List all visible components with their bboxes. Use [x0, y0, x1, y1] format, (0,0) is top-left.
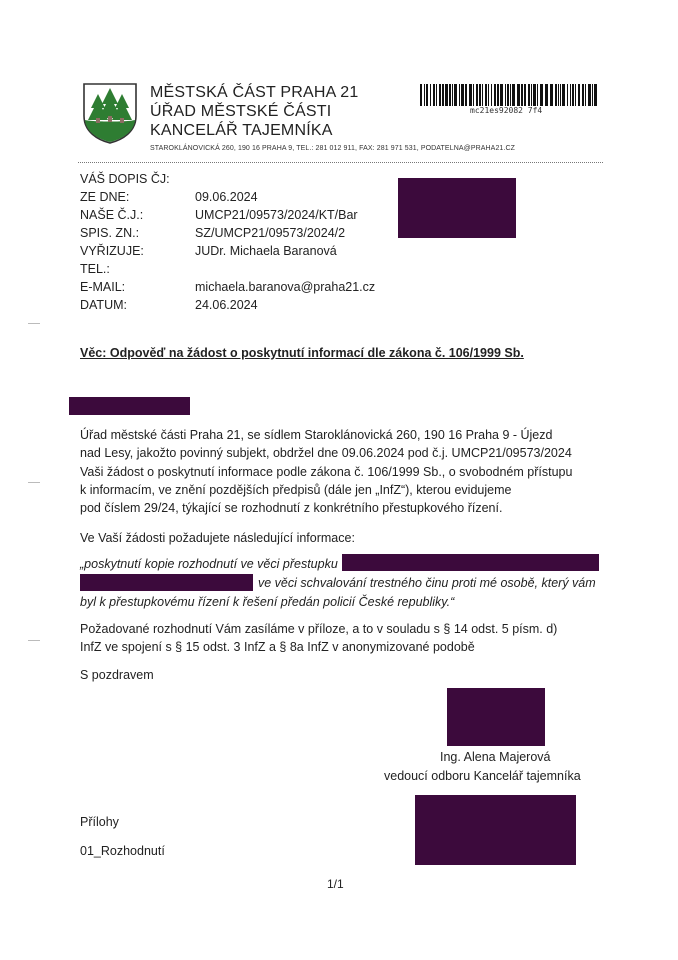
barcode-bar	[578, 84, 580, 106]
barcode-bar	[500, 84, 503, 106]
meta-value: 09.06.2024	[195, 190, 258, 204]
meta-row	[80, 242, 420, 260]
barcode-bar	[482, 84, 483, 106]
barcode-bar	[461, 84, 464, 106]
barcode-bar	[488, 84, 489, 106]
meta-block	[80, 170, 420, 314]
barcode-bar	[424, 84, 425, 106]
meta-label: SPIS. ZN.:	[80, 226, 140, 240]
redaction-stamp	[415, 795, 576, 865]
barcode-bars	[420, 84, 600, 106]
barcode-bar	[469, 84, 472, 106]
meta-row	[80, 206, 420, 224]
coat-of-arms-icon	[82, 82, 138, 144]
barcode-bar	[433, 84, 435, 106]
barcode-bar	[531, 84, 532, 106]
p3-line: InfZ ve spojení s § 15 odst. 3 InfZ a § 8a InfZ v anonymizované podobě	[80, 640, 475, 655]
barcode-bar	[485, 84, 487, 106]
header-address: STAROKLÁNOVICKÁ 260, 190 16 PRAHA 9, TEL.: 281 012 911, FAX: 281 971 531, PODATELNA@PRAHA21.CZ	[150, 145, 516, 152]
barcode-bar	[528, 84, 530, 106]
barcode-bar	[560, 84, 561, 106]
redaction-recipient	[398, 178, 516, 238]
meta-row	[80, 296, 420, 314]
meta-value: michaela.baranova@praha21.cz	[195, 280, 376, 294]
barcode-bar	[575, 84, 576, 106]
p1-line: Úřad městské části Praha 21, se sídlem Staroklánovická 260, 190 16 Praha 9 - Újezd	[80, 428, 553, 442]
barcode-bar	[442, 84, 444, 106]
barcode-bar	[497, 84, 499, 106]
barcode-bar	[594, 84, 597, 106]
barcode-bar	[533, 84, 536, 106]
barcode-bar	[473, 84, 474, 106]
fold-mark	[28, 640, 40, 641]
barcode-bar	[592, 84, 593, 106]
meta-label: DATUM:	[80, 298, 127, 312]
barcode-bar	[567, 84, 568, 106]
subject-line: Věc: Odpověď na žádost o poskytnutí informací dle zákona č. 106/1999 Sb.	[80, 346, 524, 360]
barcode-bar	[558, 84, 559, 106]
barcode-bar	[430, 84, 431, 106]
barcode-bar	[517, 84, 520, 106]
meta-label: E-MAIL:	[80, 280, 126, 294]
barcode-bar	[585, 84, 586, 106]
p1-line: nad Lesy, jakožto povinný subjekt, obdržel dne 09.06.2024 pod č.j. UMCP21/09573/2024	[80, 446, 572, 461]
meta-row	[80, 188, 420, 206]
meta-value: SZ/UMCP21/09573/2024/2	[195, 226, 346, 240]
barcode-bar	[512, 84, 515, 106]
barcode-bar	[420, 84, 422, 106]
barcode-bar	[540, 84, 543, 106]
meta-row	[80, 260, 420, 278]
meta-value: JUDr. Michaela Baranová	[195, 244, 337, 258]
barcode-bar	[521, 84, 523, 106]
fold-mark	[28, 482, 40, 483]
header-divider	[78, 162, 603, 163]
barcode-bar	[545, 84, 548, 106]
barcode-bar	[491, 84, 492, 106]
meta-label: TEL.:	[80, 262, 110, 276]
redaction-quote-1	[342, 554, 599, 571]
redaction-quote-2	[80, 574, 253, 591]
barcode-bar	[479, 84, 481, 106]
quote-part-3: byl k přestupkovému řízení k řešení předán policií České republiky.“	[80, 595, 455, 609]
meta-label: VÁŠ DOPIS ČJ:	[80, 172, 170, 186]
p3-line: Požadované rozhodnutí Vám zasíláme v příloze, a to v souladu s § 14 odst. 5 písm. d)	[80, 622, 558, 636]
barcode-bar	[572, 84, 574, 106]
p1-line: Vaši žádost o poskytnutí informace podle zákona č. 106/1999 Sb., o svobodném přístupu	[80, 464, 573, 479]
barcode-text: mc21es92082 7f4	[470, 106, 543, 115]
barcode-bar	[449, 84, 451, 106]
barcode-bar	[439, 84, 441, 106]
barcode-bar	[465, 84, 467, 106]
p1-line: pod číslem 29/24, týkající se rozhodnutí z konkrétního přestupkového řízení.	[80, 501, 503, 516]
barcode-bar	[507, 84, 509, 106]
quote-part-2: ve věci schvalování trestného činu proti mé osobě, který vám	[258, 576, 596, 590]
redaction-signature	[447, 688, 545, 746]
header-line-3: KANCELÁŘ TAJEMNÍKA	[150, 122, 333, 139]
barcode-bar	[524, 84, 526, 106]
closing: S pozdravem	[80, 668, 154, 682]
header-line-2: ÚŘAD MĚSTSKÉ ČÁSTI	[150, 103, 332, 120]
barcode-bar	[459, 84, 460, 106]
meta-row	[80, 170, 420, 188]
barcode-bar	[476, 84, 478, 106]
body-paragraph-2: Ve Vaší žádosti požadujete následující informace:	[80, 531, 355, 545]
meta-row	[80, 224, 420, 242]
p1-line: k informacím, ve znění pozdějších předpisů (dále jen „InfZ“), kterou evidujeme	[80, 482, 512, 497]
meta-value: UMCP21/09573/2024/KT/Bar	[195, 208, 358, 222]
barcode-bar	[505, 84, 506, 106]
barcode-bar	[452, 84, 453, 106]
barcode-bar	[494, 84, 496, 106]
meta-value: 24.06.2024	[195, 298, 258, 312]
barcode-bar	[445, 84, 448, 106]
barcode-bar	[588, 84, 591, 106]
signature-name: Ing. Alena Majerová	[440, 750, 551, 764]
attachment-item: 01_Rozhodnutí	[80, 844, 165, 858]
barcode-bar	[510, 84, 511, 106]
barcode-bar	[562, 84, 565, 106]
municipal-logo	[82, 82, 138, 144]
header-line-1: MĚSTSKÁ ČÁST PRAHA 21	[150, 84, 359, 101]
barcode-bar	[426, 84, 428, 106]
barcode-bar	[550, 84, 553, 106]
redaction-salutation	[69, 397, 190, 415]
body-paragraph-1	[80, 426, 594, 517]
attachments-heading: Přílohy	[80, 815, 119, 829]
body-paragraph-3	[80, 620, 594, 657]
barcode-bar	[537, 84, 538, 106]
meta-label: ZE DNE:	[80, 190, 130, 204]
quote-part-1: „poskytnutí kopie rozhodnutí ve věci přestupku	[80, 557, 338, 571]
barcode-bar	[582, 84, 584, 106]
signature-title: vedoucí odboru Kancelář tajemníka	[384, 769, 581, 783]
meta-label: NAŠE Č.J.:	[80, 208, 144, 222]
meta-row	[80, 278, 420, 296]
barcode-bar	[570, 84, 571, 106]
meta-label: VYŘIZUJE:	[80, 244, 144, 258]
barcode	[420, 84, 600, 106]
barcode-bar	[454, 84, 457, 106]
barcode-bar	[555, 84, 557, 106]
barcode-bar	[436, 84, 437, 106]
page-number: 1/1	[327, 877, 344, 891]
fold-mark	[28, 323, 40, 324]
